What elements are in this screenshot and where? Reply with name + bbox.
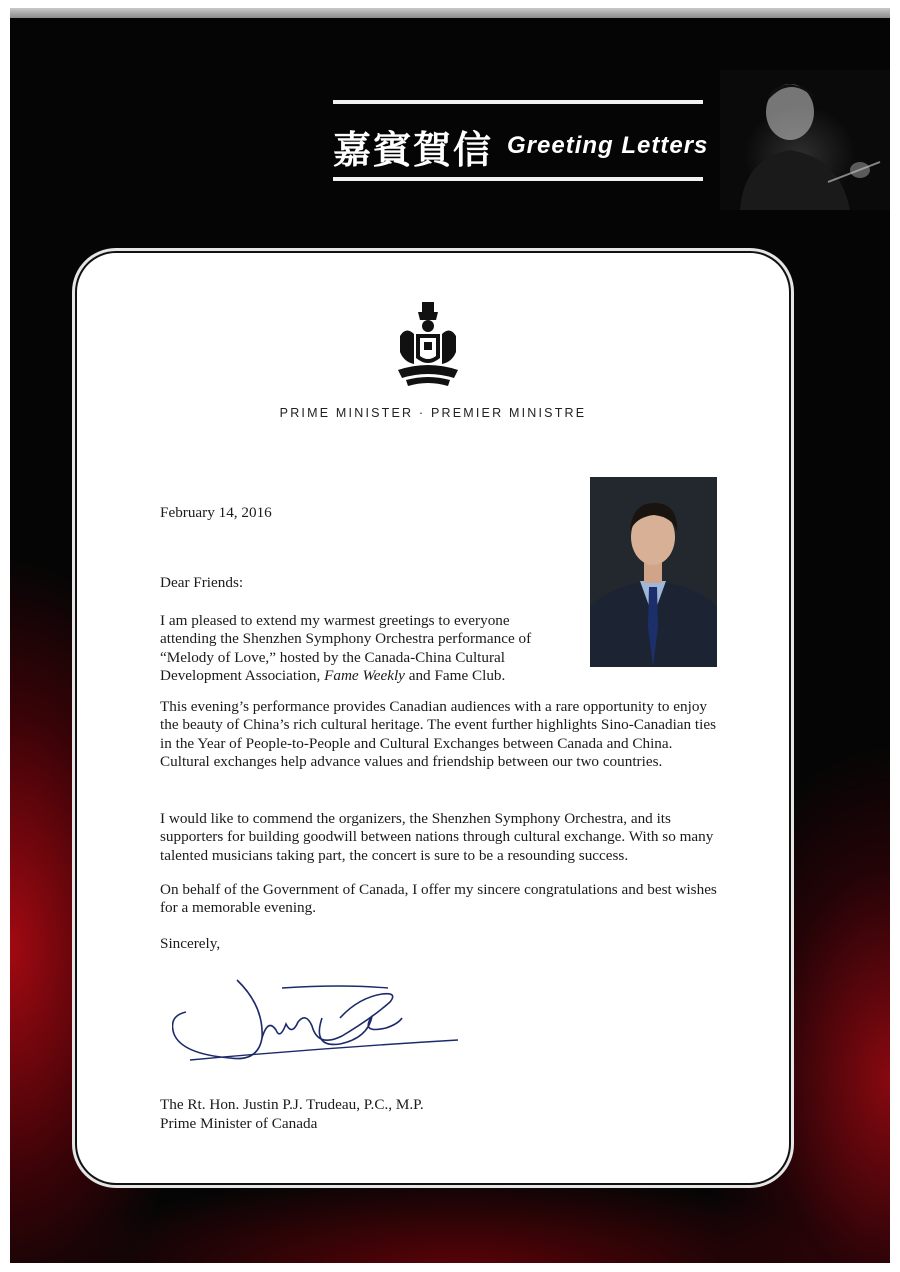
paragraph-1-text: I am pleased to extend my warmest greetings to everyone attending the Shenzhen Symphony Orchestra performance of “Melody of Love,” hosted by the Canada-China Cultural Development Association, — [160, 612, 532, 685]
letter-paragraph-3: I would like to commend the organizers, the Shenzhen Symphony Orchestra, and its supporters for building goodwill between nations through cultural exchange. With so many talented musicians taking part, the concert is sure to be a resounding success. — [160, 810, 714, 864]
prime-minister-portrait — [590, 477, 717, 667]
section-header — [333, 118, 708, 174]
header-title-cjk: 嘉賓賀信 — [333, 127, 494, 172]
signatory-title: Prime Minister of Canada — [160, 1115, 318, 1132]
paragraph-1-end: and Fame Club. — [404, 667, 506, 685]
header-rule-top — [333, 100, 703, 104]
letter-card — [80, 256, 786, 1180]
signature-icon — [172, 978, 462, 1068]
scanner-edge — [10, 8, 890, 18]
signatory-name: The Rt. Hon. Justin P.J. Trudeau, P.C., M.P. — [160, 1096, 424, 1113]
conductor-silhouette — [720, 70, 890, 210]
publication-name: Fame Weekly — [324, 667, 405, 685]
letter-date: February 14, 2016 — [160, 504, 272, 521]
letter-salutation: Dear Friends: — [160, 574, 244, 591]
letter-paragraph-1 — [160, 612, 560, 686]
office-letterhead: PRIME MINISTER · PREMIER MINISTRE — [279, 406, 587, 420]
letter-paragraph-4: On behalf of the Government of Canada, I offer my sincere congratulations and best wishes for a memorable evening. — [160, 881, 717, 917]
conductor-photo — [720, 70, 890, 210]
portrait-illustration — [590, 477, 717, 667]
letter-paragraph-2: This evening’s performance provides Canadian audiences with a rare opportunity to enjoy the beauty of China’s rich cultural heritage. The event further highlights Sino-Canadian ties in the Year of People-to-People and Cultural Exchanges between Canada and China. Cultural exchanges help advance values and friendship between our two countries. — [160, 698, 717, 771]
letter-closing: Sincerely, — [160, 935, 221, 952]
header-rule-bottom — [333, 177, 703, 181]
coat-of-arms-icon — [392, 300, 464, 390]
header-title-english: Greeting Letters — [507, 132, 709, 159]
